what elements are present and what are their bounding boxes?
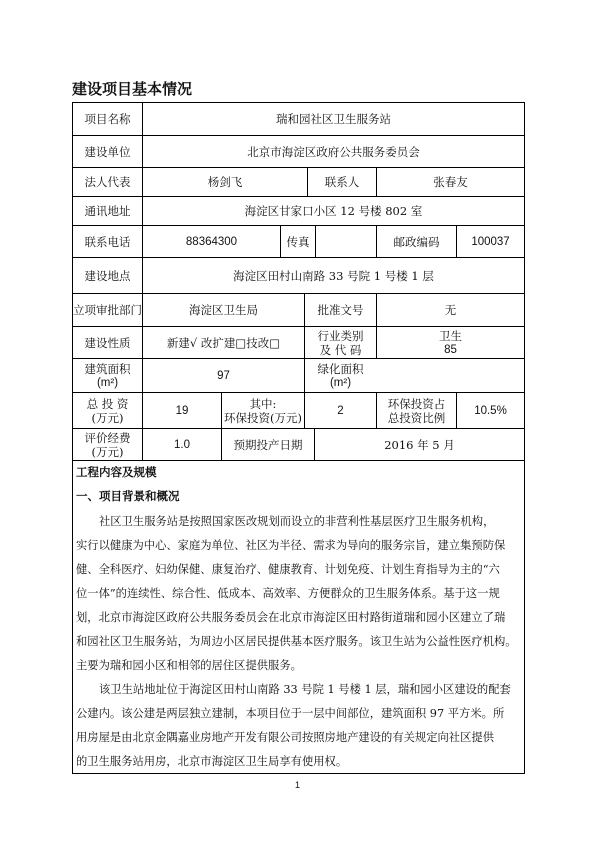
- industry-category-label-line-2: 及 代 码: [319, 342, 362, 357]
- building-area-value: 97: [217, 369, 230, 382]
- green-area-label-line-1: 绿化面积: [317, 361, 364, 376]
- paragraph-line: 位一体”的连续性、综合性、低成本、高效率、方便群众的卫生服务体系。基于这一规: [76, 587, 500, 600]
- phone-label: 联系电话: [84, 234, 131, 249]
- paragraph-line: 公建内。该公建是两层独立建制，本项目位于一层中间部位，建筑面积 97 平方米。所: [76, 707, 505, 720]
- eval-fee-value: 1.0: [174, 438, 190, 451]
- builder-label: 建设单位: [84, 144, 131, 159]
- fax-label: 传真: [286, 234, 310, 249]
- env-investment-label-line-2: 环保投资(万元): [224, 410, 302, 425]
- project-info-form: [72, 102, 525, 774]
- paragraph-2: [76, 678, 524, 774]
- building-area-unit: (m²): [96, 376, 119, 389]
- legal-rep-value: 杨剑飞: [207, 175, 243, 189]
- env-ratio-label-line-2: 总投资比例: [387, 410, 446, 425]
- paragraph-line: 实行以健康为中心、家庭为单位、社区为半径、需求为导向的服务宗旨，建立集预防保: [76, 539, 506, 552]
- paragraph-line: 主要为瑞和园小区和相邻的居住区提供服务。: [76, 659, 302, 672]
- industry-category-name: 卫生: [439, 328, 462, 343]
- approval-dept-label: 立项审批部门: [73, 303, 142, 317]
- zip-value: 100037: [471, 235, 510, 248]
- site-label: 建设地点: [84, 268, 131, 283]
- paragraph-line: 健、全科医疗、妇幼保健、康复治疗、健康教育、计划免疫、计划生育指导为主的“六: [76, 563, 500, 576]
- zip-label: 邮政编码: [393, 234, 440, 249]
- address-value: 海淀区甘家口小区 12 号楼 802 室: [244, 204, 423, 218]
- contact-label: 联系人: [324, 175, 360, 189]
- eval-fee-unit: (万元): [91, 444, 124, 459]
- paragraph-line: 划，北京市海淀区政府公共服务委员会在北京市海淀区田村路街道瑞和园小区建立了瑞: [76, 611, 506, 624]
- green-area-unit: (m²): [329, 376, 352, 389]
- industry-category-code: 85: [444, 343, 457, 356]
- nature-value: 新建√ 改扩建□技改□: [166, 335, 281, 350]
- env-ratio-label: [377, 393, 456, 428]
- green-area-value: [377, 359, 524, 392]
- page-title: 建设项目基本情况: [72, 80, 193, 98]
- approval-doc-value: 无: [444, 303, 457, 317]
- paragraph-line: 社区卫生服务站是按照国家医改规划而设立的非营利性基层医疗卫生服务机构，: [99, 515, 495, 528]
- nature-label: 建设性质: [84, 335, 131, 350]
- eval-fee-label: [73, 429, 142, 460]
- env-ratio-value: 10.5%: [474, 404, 507, 417]
- paragraph-line: 该卫生站地址位于海淀区田村山南路 33 号院 1 号楼 1 层，瑞和园小区建设的配套: [99, 683, 511, 696]
- approval-dept-value: 海淀区卫生局: [189, 303, 258, 317]
- builder-value: 北京市海淀区政府公共服务委员会: [247, 144, 420, 159]
- address-label: 通讯地址: [84, 204, 131, 218]
- industry-category-label-line-1: 行业类别: [317, 328, 364, 343]
- eval-fee-label-line-1: 评价经费: [84, 430, 131, 445]
- paragraph-line: 的卫生服务站用房，北京市海淀区卫生局享有使用权。: [76, 755, 348, 768]
- approval-doc-label: 批准文号: [317, 303, 364, 317]
- page-number: 1: [294, 780, 300, 790]
- paragraph-line: 和园社区卫生服务站，为周边小区居民提供基本医疗服务。该卫生站为公益性医疗机构。: [76, 635, 517, 648]
- green-area-label: [305, 359, 376, 392]
- section-title: 工程内容及规模: [76, 465, 157, 479]
- env-investment-value: 2: [337, 404, 344, 417]
- building-area-label-line-1: 建筑面积: [84, 361, 131, 376]
- env-ratio-label-line-1: 环保投资占: [387, 396, 446, 411]
- contact-value: 张春友: [433, 175, 468, 189]
- legal-rep-label: 法人代表: [84, 175, 131, 189]
- subsection-title: 一、项目背景和概况: [76, 489, 180, 503]
- env-investment-label: [222, 393, 304, 428]
- env-investment-label-line-1: 其中:: [249, 396, 277, 411]
- industry-category-label: [305, 327, 376, 358]
- phone-value: 88364300: [185, 235, 238, 248]
- paragraph-1: [76, 510, 524, 678]
- total-investment-value: 19: [175, 404, 189, 417]
- total-investment-label-line-1: 总 投 资: [86, 396, 129, 411]
- project-name-label: 项目名称: [84, 112, 131, 126]
- project-name-value: 瑞和园社区卫生服务站: [276, 112, 391, 126]
- production-date-label: 预期投产日期: [233, 437, 303, 452]
- building-area-label: [73, 359, 142, 392]
- fax-value: [316, 226, 376, 257]
- industry-category-value: [377, 327, 524, 358]
- total-investment-unit: (万元): [91, 410, 124, 425]
- total-investment-label: [73, 393, 142, 428]
- paragraph-line: 用房屋是由北京金隅嘉业房地产开发有限公司按照房地产建设的有关规定向社区提供: [76, 731, 494, 744]
- site-value: 海淀区田村山南路 33 号院 1 号楼 1 层: [233, 268, 434, 283]
- production-date-value: 2016 年 5 月: [384, 437, 455, 452]
